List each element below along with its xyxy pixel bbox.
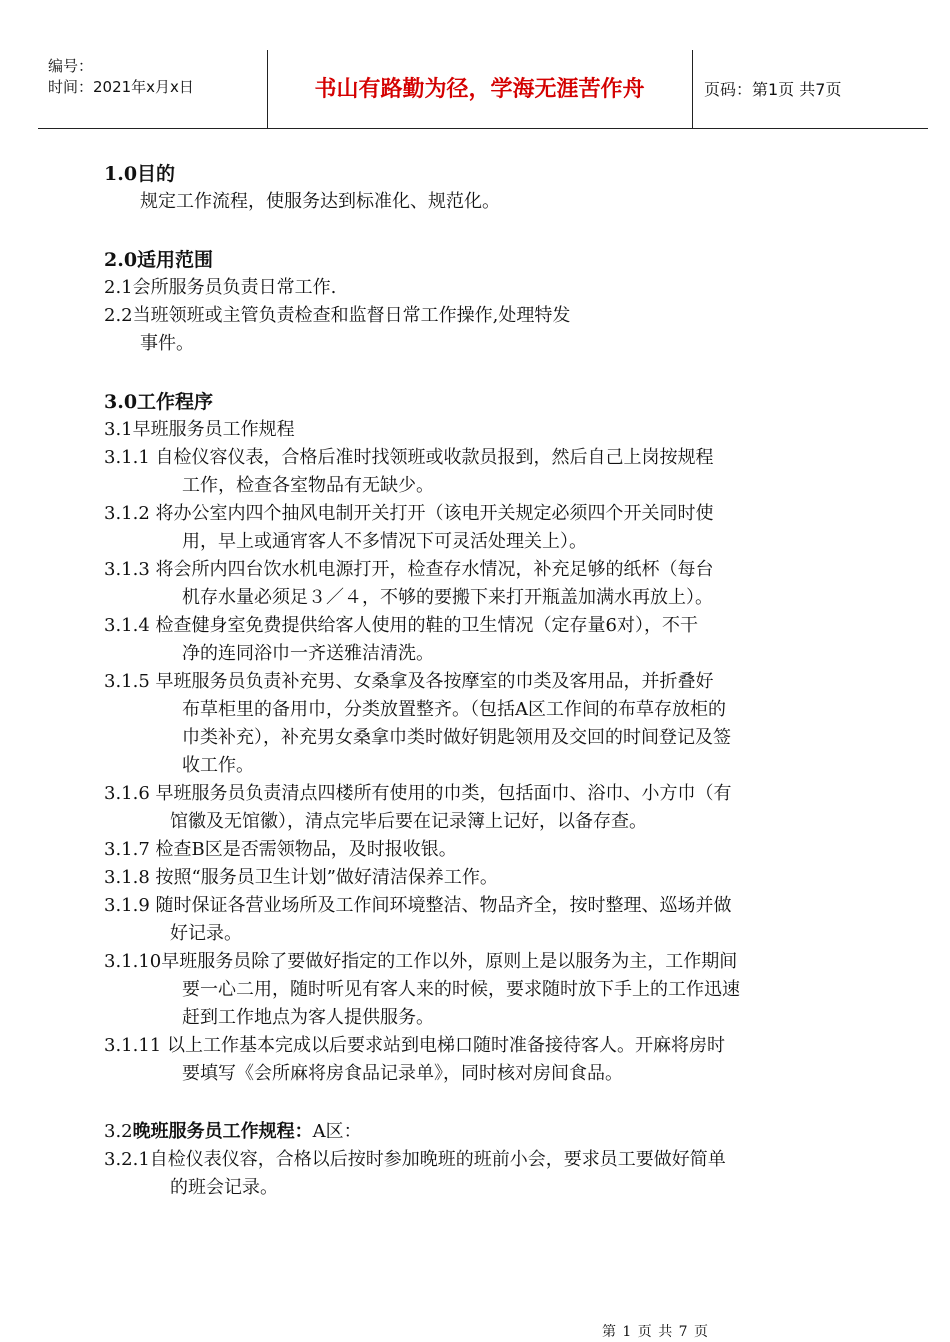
list-item: 3.1.9 随时保证各营业场所及工作间环境整洁、物品齐全，按时整理、巡场并做 [104, 895, 732, 916]
section-title: 2.0适用范围 [104, 249, 214, 271]
list-item: 布草柜里的备用巾，分类放置整齐。（包括A区工作间的布草存放柜的 [182, 699, 726, 720]
paragraph: 事件。 [140, 333, 194, 354]
list-item: 巾类补充），补充男女桑拿巾类时做好钥匙领用及交回的时间登记及签 [182, 727, 731, 748]
list-item: 3.2.1自检仪表仪容，合格以后按时参加晚班的班前小会，要求员工要做好简单 [104, 1149, 726, 1170]
list-item: 3.1.8 按照“服务员卫生计划”做好清洁保养工作。 [104, 867, 498, 888]
list-item: 3.1.7 检查B区是否需领物品，及时报收银。 [104, 839, 457, 860]
list-item: 馆徽及无馆徽），清点完毕后要在记录簿上记好，以备存查。 [170, 811, 647, 832]
list-item: 收工作。 [182, 755, 254, 776]
footer-page-number: 1 [622, 1324, 632, 1340]
subsection-title [104, 1120, 362, 1144]
list-item: 用，早上或通宵客人不多情况下可灵活处理关上）。 [182, 531, 587, 552]
list-item: 3.1.5 早班服务员负责补充男、女桑拿及各按摩室的巾类及客用品，并折叠好 [104, 671, 714, 692]
list-item: 3.1.3 将会所内四台饮水机电源打开，检查存水情况，补充足够的纸杯（每台 [104, 559, 714, 580]
subsection-bold-title: 晚班服务员工作规程： [132, 1121, 313, 1142]
footer-label: 共 [658, 1324, 673, 1340]
section-title: 3.0工作程序 [104, 391, 214, 413]
header-meta [48, 50, 272, 134]
header-motto: 书山有路勤为径，学海无涯苦作舟 [314, 77, 645, 102]
list-item: 3.1.2 将办公室内四个抽风电制开关打开（该电开关规定必须四个开关同时使 [104, 503, 714, 524]
list-item: 净的连同浴巾一齐送雅洁清洗。 [182, 643, 434, 664]
document-time-label: 时间：2021年x月x日 [48, 78, 194, 96]
list-item: 要一心二用，随时听见有客人来的时候，要求随时放下手上的工作迅速 [182, 979, 740, 1000]
list-item: 3.1.11 以上工作基本完成以后要求站到电梯口随时准备接待客人。开麻将房时 [104, 1035, 725, 1056]
paragraph: 2.1会所服务员负责日常工作. [104, 277, 337, 298]
subsection-area: A区： [312, 1121, 362, 1142]
list-item: 的班会记录。 [170, 1177, 278, 1198]
footer-label: 页 [637, 1324, 652, 1340]
subsection-title: 3.1早班服务员工作规程 [104, 419, 295, 440]
page-header [38, 50, 928, 129]
header-divider [692, 50, 693, 128]
list-item: 好记录。 [170, 923, 242, 944]
section-title: 1.0目的 [104, 163, 176, 185]
paragraph: 规定工作流程，使服务达到标准化、规范化。 [140, 191, 500, 212]
list-item: 赶到工作地点为客人提供服务。 [182, 1007, 434, 1028]
list-item: 3.1.1 自检仪容仪表，合格后准时找领班或收款员报到，然后自己上岗按规程 [104, 447, 714, 468]
header-page-info: 页码：第1页 共7页 [704, 80, 842, 99]
paragraph: 2.2当班领班或主管负责检查和监督日常工作操作,处理特发 [104, 305, 571, 326]
list-item: 要填写《会所麻将房食品记录单》，同时核对房间食品。 [182, 1063, 623, 1084]
document-number-label: 编号： [48, 57, 94, 75]
list-item: 机存水量必须足３／４，不够的要搬下来打开瓶盖加满水再放上）。 [182, 587, 713, 608]
page-footer [0, 1321, 950, 1341]
list-item: 3.1.4 检查健身室免费提供给客人使用的鞋的卫生情况（定存量6对），不干 [104, 615, 698, 636]
footer-total-pages: 7 [678, 1324, 688, 1340]
footer-label: 第 [601, 1324, 616, 1340]
list-item: 工作，检查各室物品有无缺少。 [182, 475, 434, 496]
footer-label: 页 [694, 1324, 709, 1340]
subsection-number: 3.2 [104, 1121, 133, 1142]
list-item: 3.1.6 早班服务员负责清点四楼所有使用的巾类，包括面巾、浴巾、小方巾（有 [104, 783, 732, 804]
list-item: 3.1.10早班服务员除了要做好指定的工作以外，原则上是以服务为主，工作期间 [104, 951, 738, 972]
